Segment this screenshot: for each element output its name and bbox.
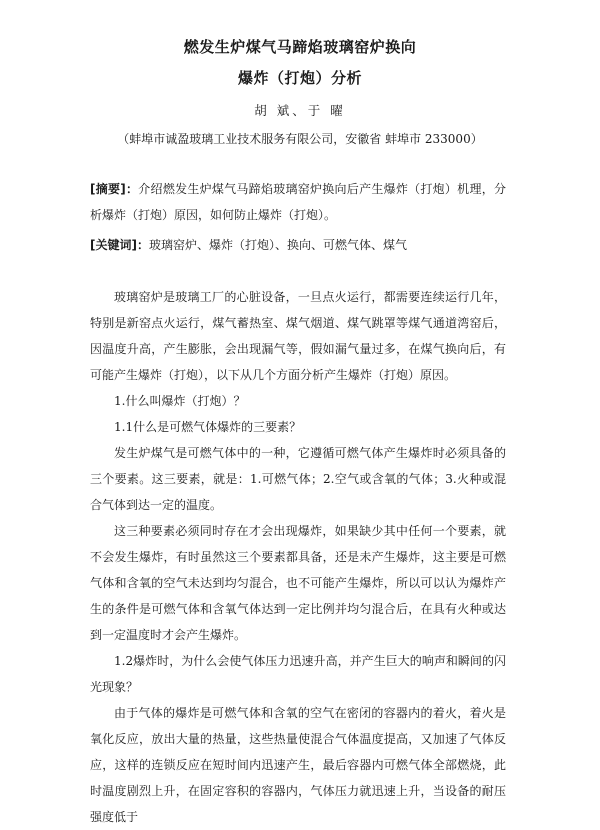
body-text	[90, 284, 506, 830]
abstract-text: 介绍燃发生炉煤气马蹄焰玻璃窑炉换向后产生爆炸（打炮）机理，分析爆炸（打炮）原因，如何防止爆炸（打炮）。	[90, 182, 506, 222]
section-heading-1: 1.什么叫爆炸（打炮）？	[114, 394, 246, 408]
title-line-1: 燃发生炉煤气马蹄焰玻璃窑炉换向	[183, 38, 417, 56]
paragraph-conditions: 这三种要素必须同时存在才会出现爆炸，如果缺少其中任何一个要素，就不会发生爆炸，有时虽然这三个要素都具备，还是未产生爆炸，这主要是可燃气体和含氧的空气未达到均匀混合，也不可能产生爆炸，所以可以认为爆炸产生的条件是可燃气体和含氧气体达到一定比例并均匀混合后，在具有火种或达到一定温度时才会产生爆炸。	[90, 524, 506, 642]
abstract-label: [摘要]：	[90, 182, 139, 196]
paragraph-intro: 玻璃窑炉是玻璃工厂的心脏设备，一旦点火运行，都需要连续运行几年，特别是新窑点火运行，煤气蓄热室、煤气烟道、煤气跳罩等煤气通道湾窑后，因温度升高，产生膨胀，会出现漏气等，假如漏气量过多，在煤气换向后，有可能产生爆炸（打炮），以下从几个方面分析产生爆炸（打炮）原因。	[90, 290, 506, 382]
title-line-2: 爆炸（打炮）分析	[237, 69, 362, 87]
keywords	[90, 232, 506, 258]
paragraph-three-elements: 发生炉煤气是可燃气体中的一种，它遵循可燃气体产生爆炸时必须具备的三个要素。这三要素，就是：1.可燃气体；2.空气或含氧的气体；3.火种或混合气体到达一定的温度。	[90, 446, 506, 512]
keywords-label: [关键词]：	[90, 238, 149, 252]
authors: 胡 斌、于 曜	[254, 103, 346, 118]
affiliation: （蚌埠市诚盈玻璃工业技术服务有限公司，安徽省 蚌埠市 233000）	[117, 132, 483, 146]
abstract	[90, 176, 506, 228]
section-heading-1-1: 1.1什么是可燃气体爆炸的三要素？	[114, 420, 302, 434]
keywords-text: 玻璃窑炉、爆炸（打炮）、换向、可燃气体、煤气	[148, 238, 407, 252]
section-heading-1-2: 1.2爆炸时，为什么会使气体压力迅速升高，并产生巨大的响声和瞬间的闪光现象？	[90, 654, 506, 694]
paragraph-explosion-mechanism: 由于气体的爆炸是可燃气体和含氧的空气在密闭的容器内的着火，着火是氧化反应，放出大量的热量，这些热量使混合气体温度提高，又加速了气体反应，这样的连锁反应在短时间内迅速产生，最后容器内可燃气体全部燃烧，此时温度剧烈上升，在固定容积的容器内，气体压力就迅速上升，当设备的耐压强度低于	[90, 706, 506, 824]
